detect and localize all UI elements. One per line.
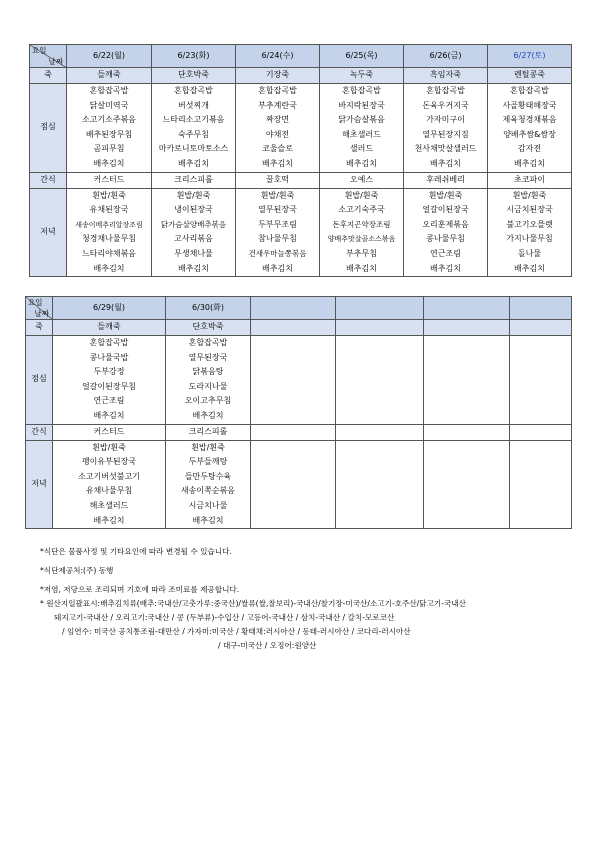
empty-header <box>251 297 336 320</box>
menu-item: 콩나물무침 <box>426 234 465 244</box>
menu-item: 콩나물국밥 <box>89 352 129 362</box>
row-label-dinner: 저녁 <box>30 188 67 277</box>
menu-item: 배추김치 <box>178 158 209 168</box>
menu-item: 숙주무침 <box>178 129 209 139</box>
menu-item: 배추김치 <box>514 158 545 168</box>
porridge-cell: 녹두죽 <box>320 68 404 84</box>
menu-item: 배추된장무침 <box>85 129 133 139</box>
menu-item: 고사리볶음 <box>174 234 213 244</box>
empty-cell <box>424 336 510 425</box>
menu-item: 열무된장지짐 <box>422 129 469 139</box>
row-label-snack: 간식 <box>26 424 53 440</box>
menu-item: 닭가슴살볶음 <box>338 115 385 125</box>
menu-item: 유채된장국 <box>89 205 129 215</box>
notes-section <box>40 545 466 653</box>
note-line: *식단제공처:(주) 동행 <box>40 566 114 575</box>
menu-item: 혼합잡곡밥 <box>89 338 129 347</box>
corner-day-label: 요일 <box>32 46 47 55</box>
menu-item: 배추김치 <box>262 263 293 273</box>
menu-item: 두부무조림 <box>258 219 297 229</box>
snack-cell: 크리스피롤 <box>152 172 236 188</box>
menu-item: 두부들깨탕 <box>188 457 228 467</box>
row-label-porridge: 죽 <box>30 68 67 84</box>
empty-cell <box>510 336 572 425</box>
corner-cell <box>26 297 53 320</box>
menu-item: 돈육우거지국 <box>422 100 469 110</box>
empty-cell <box>510 440 572 529</box>
corner-cell <box>30 45 67 68</box>
snack-cell: 커스터드 <box>67 172 152 188</box>
menu-item: 소고기숙주국 <box>338 205 385 215</box>
menu-item: 소고기버섯불고기 <box>78 471 140 481</box>
menu-item: 마카로니토마토소스 <box>158 144 229 154</box>
menu-item: 참나물무침 <box>258 234 297 244</box>
menu-item: 닭살미역국 <box>89 100 129 110</box>
lunch-cell <box>320 84 404 173</box>
note-line: / 임연수: 미국산 공치통조림-대만산 / 가자미:미국산 / 황태채:러시아산 / 동태-러시아산 / 코다리-러시아산 <box>62 627 411 636</box>
menu-item: 오리훈제볶음 <box>422 219 469 229</box>
date-header: 6/26(금) <box>404 45 488 68</box>
menu-item: 배추김치 <box>178 263 209 273</box>
dinner-cell <box>236 188 320 277</box>
empty-cell <box>336 440 424 529</box>
menu-item: 해초샐러드 <box>89 500 129 510</box>
menu-item: 돈후지곤약장조림 <box>332 219 391 229</box>
empty-cell <box>251 320 336 336</box>
porridge-cell: 흑임자죽 <box>404 68 488 84</box>
menu-item: 배추김치 <box>262 158 293 168</box>
corner-date-label: 날짜 <box>34 309 49 318</box>
empty-cell <box>251 440 336 529</box>
empty-cell <box>251 424 336 440</box>
empty-cell <box>424 424 510 440</box>
menu-item: 닭가슴살양배추볶음 <box>160 219 227 229</box>
menu-item: 흰밥/흰죽 <box>92 442 126 452</box>
menu-item: 무생채나물 <box>174 248 213 258</box>
menu-item: 새송이메추리알장조림 <box>75 220 143 229</box>
porridge-cell: 기장죽 <box>236 68 320 84</box>
empty-cell <box>510 320 572 336</box>
dinner-cell <box>166 440 251 529</box>
snack-cell: 후레쉬베리 <box>404 172 488 188</box>
menu-item: 도라지나물 <box>188 381 228 391</box>
menu-item: 유채나물무침 <box>85 486 133 496</box>
menu-item: 부추계란국 <box>258 100 297 110</box>
menu-item: 불고기오믈렛 <box>506 219 553 229</box>
menu-item: 가지나물무침 <box>506 234 553 244</box>
lunch-cell <box>152 84 236 173</box>
dinner-cell <box>152 188 236 277</box>
menu-item: 제육청경채볶음 <box>502 115 557 125</box>
menu-item: 배추김치 <box>93 158 125 168</box>
menu-item: 청경채나물무침 <box>81 234 137 244</box>
row-label-dinner: 저녁 <box>26 440 53 529</box>
lunch-cell <box>53 336 166 425</box>
dinner-cell <box>404 188 488 277</box>
date-header: 6/22(월) <box>67 45 152 68</box>
menu-item: 냉이된장국 <box>174 205 213 215</box>
menu-item: 연근조림 <box>93 396 125 406</box>
menu-item: 해초샐러드 <box>342 129 381 139</box>
menu-item: 부추무침 <box>346 248 377 258</box>
note-line: 돼지고기-국내산 / 오리고기:국내산 / 콩 (두부류)-수입산 / 고등어-국내산 / 삼치-국내산 / 갈치-모로코산 <box>54 613 395 622</box>
menu-item: 흰밥/흰죽 <box>428 190 463 200</box>
menu-item: 흰밥/흰죽 <box>191 442 225 452</box>
menu-item: 배추김치 <box>514 263 545 273</box>
date-header: 6/29(월) <box>53 297 166 320</box>
dinner-cell <box>67 188 152 277</box>
menu-item: 배추김치 <box>93 515 125 525</box>
date-header: 6/23(화) <box>152 45 236 68</box>
date-header-saturday: 6/27(토) <box>488 45 572 68</box>
lunch-cell <box>166 336 251 425</box>
menu-item: 배추김치 <box>346 263 377 273</box>
row-label-porridge: 죽 <box>26 320 53 336</box>
menu-item: 얼갈이된장무침 <box>81 381 137 391</box>
menu-item: 시금치된장국 <box>506 205 553 215</box>
porridge-cell: 단호박죽 <box>152 68 236 84</box>
date-header: 6/25(목) <box>320 45 404 68</box>
empty-cell <box>510 424 572 440</box>
menu-item: 시금치나물 <box>188 500 228 510</box>
row-label-lunch: 점심 <box>26 336 53 425</box>
empty-cell <box>251 336 336 425</box>
note-line: *식단은 물품사정 및 기타요인에 따라 변경될 수 있습니다. <box>40 547 232 556</box>
menu-item: 곰피무침 <box>93 144 125 154</box>
menu-item: 흰밥/흰죽 <box>92 190 126 200</box>
menu-item: 건새우마늘쫑볶음 <box>248 248 307 258</box>
menu-item: 새송이쪽순볶음 <box>180 486 236 496</box>
menu-item: 들만두탕수육 <box>184 471 232 481</box>
dinner-cell <box>53 440 166 529</box>
snack-cell: 커스터드 <box>53 424 166 440</box>
menu-item: 가자미구이 <box>426 115 465 125</box>
note-line: *저염, 저당으로 조리되며 기호에 따라 조미료를 제공합니다. <box>40 585 240 594</box>
menu-item: 흰밥/흰죽 <box>344 190 379 200</box>
empty-cell <box>336 424 424 440</box>
menu-item: 배추김치 <box>346 158 377 168</box>
corner-day-label: 요일 <box>28 298 43 307</box>
menu-item: 혼합잡곡밥 <box>174 86 213 95</box>
menu-item: 흰밥/흰죽 <box>512 190 547 200</box>
menu-item: 감자전 <box>517 144 542 154</box>
porridge-cell: 들깨죽 <box>67 68 152 84</box>
menu-item: 버섯찌개 <box>178 100 209 110</box>
menu-item: 천사채맛살샐러드 <box>414 144 477 154</box>
menu-item: 배추김치 <box>430 263 461 273</box>
menu-table-week2 <box>25 296 572 529</box>
lunch-cell <box>488 84 572 173</box>
menu-item: 양배추쌈&쌈장 <box>503 129 556 139</box>
porridge-cell: 들깨죽 <box>53 320 166 336</box>
dinner-cell <box>488 188 572 277</box>
menu-item: 배추김치 <box>430 158 461 168</box>
menu-item: 열무된장국 <box>258 205 297 215</box>
menu-item: 야채전 <box>265 129 290 139</box>
menu-item: 두부강정 <box>93 367 125 377</box>
menu-item: 혼합잡곡밥 <box>89 86 129 95</box>
note-line: / 대구-미국산 / 오징어:원양산 <box>218 641 317 650</box>
menu-item: 혼합잡곡밥 <box>188 338 228 347</box>
menu-item: 배추김치 <box>93 410 125 420</box>
empty-header <box>336 297 424 320</box>
empty-cell <box>424 440 510 529</box>
date-header: 6/30(화) <box>166 297 251 320</box>
empty-cell <box>336 320 424 336</box>
lunch-cell <box>236 84 320 173</box>
menu-item: 느타리야채볶음 <box>81 248 137 258</box>
menu-item: 혼합잡곡밥 <box>510 86 549 95</box>
note-line: * 원산지일괄표시:배추김치류(배추:국내산/고춧가루:중국산)/쌀류(쌀,찰보리)-국내산/찰기장-미국산/소고기-호주산/닭고기-국내산 <box>40 599 467 608</box>
menu-item: 바지락된장국 <box>338 100 385 110</box>
date-header: 6/24(수) <box>236 45 320 68</box>
menu-item: 오이고추무침 <box>184 396 232 406</box>
empty-cell <box>424 320 510 336</box>
menu-item: 배추김치 <box>192 410 224 420</box>
porridge-cell: 렌틸콩죽 <box>488 68 572 84</box>
menu-item: 닭볶음탕 <box>192 367 224 377</box>
menu-item: 연근조림 <box>430 248 461 258</box>
menu-item: 소고기소주볶음 <box>81 115 137 125</box>
menu-item: 흰밥/흰죽 <box>260 190 295 200</box>
menu-item: 혼합잡곡밥 <box>426 86 465 95</box>
menu-item: 배추김치 <box>192 515 224 525</box>
dinner-cell <box>320 188 404 277</box>
menu-item: 흰밥/흰죽 <box>176 190 211 200</box>
menu-item: 사골황태해장국 <box>502 100 557 110</box>
corner-date-label: 날짜 <box>48 57 63 66</box>
empty-header <box>510 297 572 320</box>
menu-item: 배추김치 <box>93 263 125 273</box>
snack-cell: 크리스피롤 <box>166 424 251 440</box>
empty-header <box>424 297 510 320</box>
menu-item: 팽이유부된장국 <box>81 457 137 467</box>
menu-item: 느타리소고기볶음 <box>162 115 225 125</box>
menu-item: 짜장면 <box>265 115 290 125</box>
porridge-cell: 단호박죽 <box>166 320 251 336</box>
snack-cell: 오예스 <box>320 172 404 188</box>
menu-item: 돌나물 <box>517 248 542 258</box>
menu-item: 샐러드 <box>349 144 374 154</box>
lunch-cell <box>404 84 488 173</box>
menu-table-week1 <box>29 44 572 277</box>
menu-item: 양배추맛살골소스볶음 <box>327 235 396 244</box>
snack-cell: 초코파이 <box>488 172 572 188</box>
menu-item: 혼합잡곡밥 <box>342 86 381 95</box>
row-label-lunch: 점심 <box>30 84 67 173</box>
lunch-cell <box>67 84 152 173</box>
row-label-snack: 간식 <box>30 172 67 188</box>
menu-item: 얼갈이된장국 <box>422 205 469 215</box>
menu-item: 코울슬로 <box>262 144 293 154</box>
snack-cell: 꿀호떡 <box>236 172 320 188</box>
empty-cell <box>336 336 424 425</box>
menu-item: 열무된장국 <box>188 352 228 362</box>
menu-item: 혼합잡곡밥 <box>258 86 297 95</box>
